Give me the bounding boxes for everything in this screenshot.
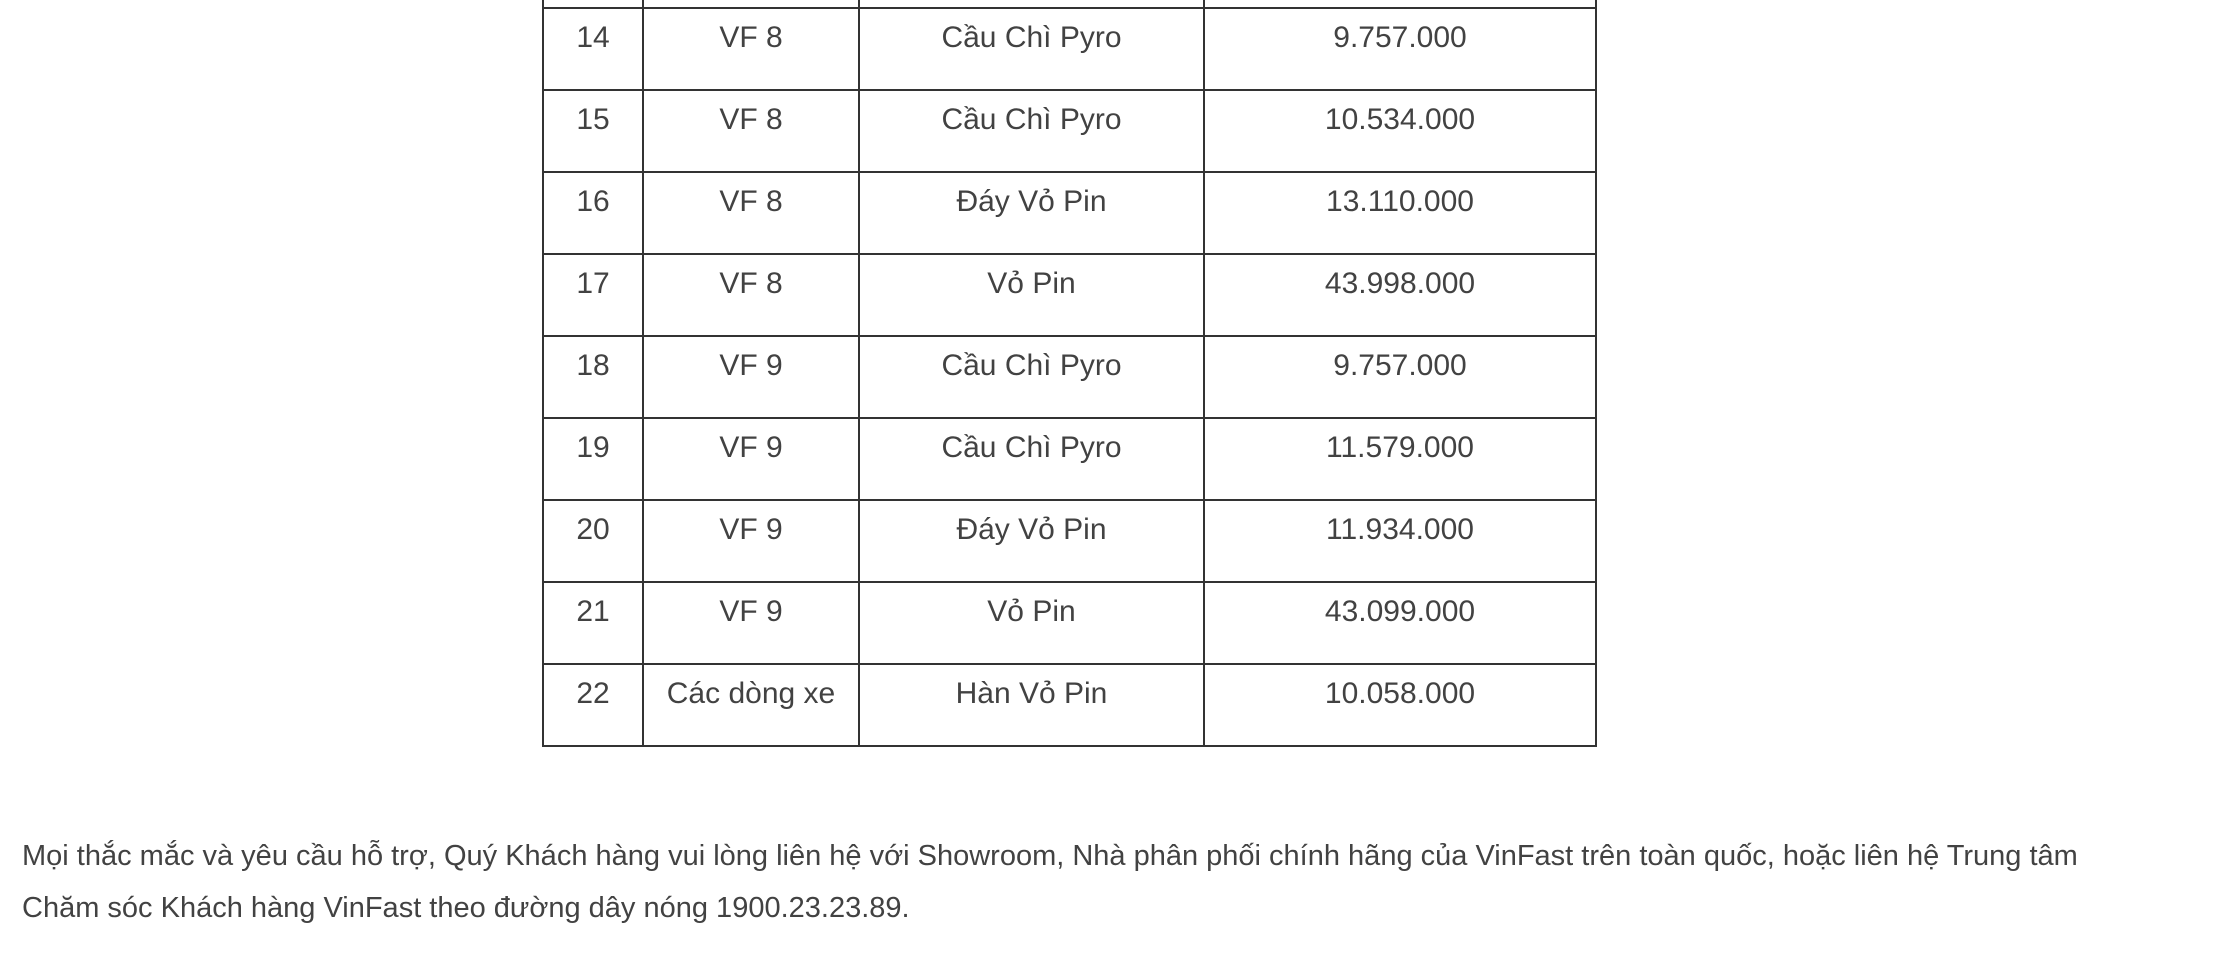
- cell-model: VF 9: [643, 582, 859, 664]
- cell-model: VF 9: [643, 500, 859, 582]
- cell-no: 17: [543, 254, 643, 336]
- price-table: [542, 0, 1597, 747]
- table-row: [543, 90, 1596, 172]
- cell-model: VF 8: [643, 8, 859, 90]
- cell-no: 19: [543, 418, 643, 500]
- cell-part: Vỏ Pin: [859, 254, 1204, 336]
- cell-price: 43.099.000: [1204, 582, 1596, 664]
- cell-no: 15: [543, 90, 643, 172]
- cell-no: 22: [543, 664, 643, 746]
- partial-cell: [643, 0, 859, 8]
- cell-part: Cầu Chì Pyro: [859, 8, 1204, 90]
- table-row: [543, 172, 1596, 254]
- cell-model: VF 8: [643, 90, 859, 172]
- cell-no: 21: [543, 582, 643, 664]
- cell-price: 13.110.000: [1204, 172, 1596, 254]
- cell-price: 9.757.000: [1204, 336, 1596, 418]
- cell-part: Hàn Vỏ Pin: [859, 664, 1204, 746]
- cell-model: VF 8: [643, 254, 859, 336]
- cell-no: 18: [543, 336, 643, 418]
- cell-price: 43.998.000: [1204, 254, 1596, 336]
- cell-price: 11.934.000: [1204, 500, 1596, 582]
- cell-model: Các dòng xe: [643, 664, 859, 746]
- table-row: [543, 500, 1596, 582]
- cell-model: VF 8: [643, 172, 859, 254]
- cell-no: 16: [543, 172, 643, 254]
- cell-part: Cầu Chì Pyro: [859, 336, 1204, 418]
- cell-price: 10.534.000: [1204, 90, 1596, 172]
- cell-part: Cầu Chì Pyro: [859, 90, 1204, 172]
- cell-no: 20: [543, 500, 643, 582]
- cell-no: 14: [543, 8, 643, 90]
- cell-model: VF 9: [643, 418, 859, 500]
- table-row: [543, 8, 1596, 90]
- table-row: [543, 336, 1596, 418]
- table-row: [543, 582, 1596, 664]
- table-row: [543, 254, 1596, 336]
- partial-row: [543, 0, 1596, 8]
- cell-part: Cầu Chì Pyro: [859, 418, 1204, 500]
- cell-price: 10.058.000: [1204, 664, 1596, 746]
- partial-cell: [859, 0, 1204, 8]
- cell-price: 11.579.000: [1204, 418, 1596, 500]
- table-row: [543, 418, 1596, 500]
- partial-cell: [1204, 0, 1596, 8]
- cell-model: VF 9: [643, 336, 859, 418]
- table-row: [543, 664, 1596, 746]
- support-note: Mọi thắc mắc và yêu cầu hỗ trợ, Quý Khách hàng vui lòng liên hệ với Showroom, Nhà phân phối chính hãng của VinFast trên toàn quốc, hoặc liên hệ Trung tâm Chăm sóc Khách hàng VinFast theo đường dây nóng 1900.23.23.89.: [22, 840, 2078, 924]
- cell-part: Đáy Vỏ Pin: [859, 500, 1204, 582]
- partial-cell: [543, 0, 643, 8]
- cell-part: Vỏ Pin: [859, 582, 1204, 664]
- cell-part: Đáy Vỏ Pin: [859, 172, 1204, 254]
- cell-price: 9.757.000: [1204, 8, 1596, 90]
